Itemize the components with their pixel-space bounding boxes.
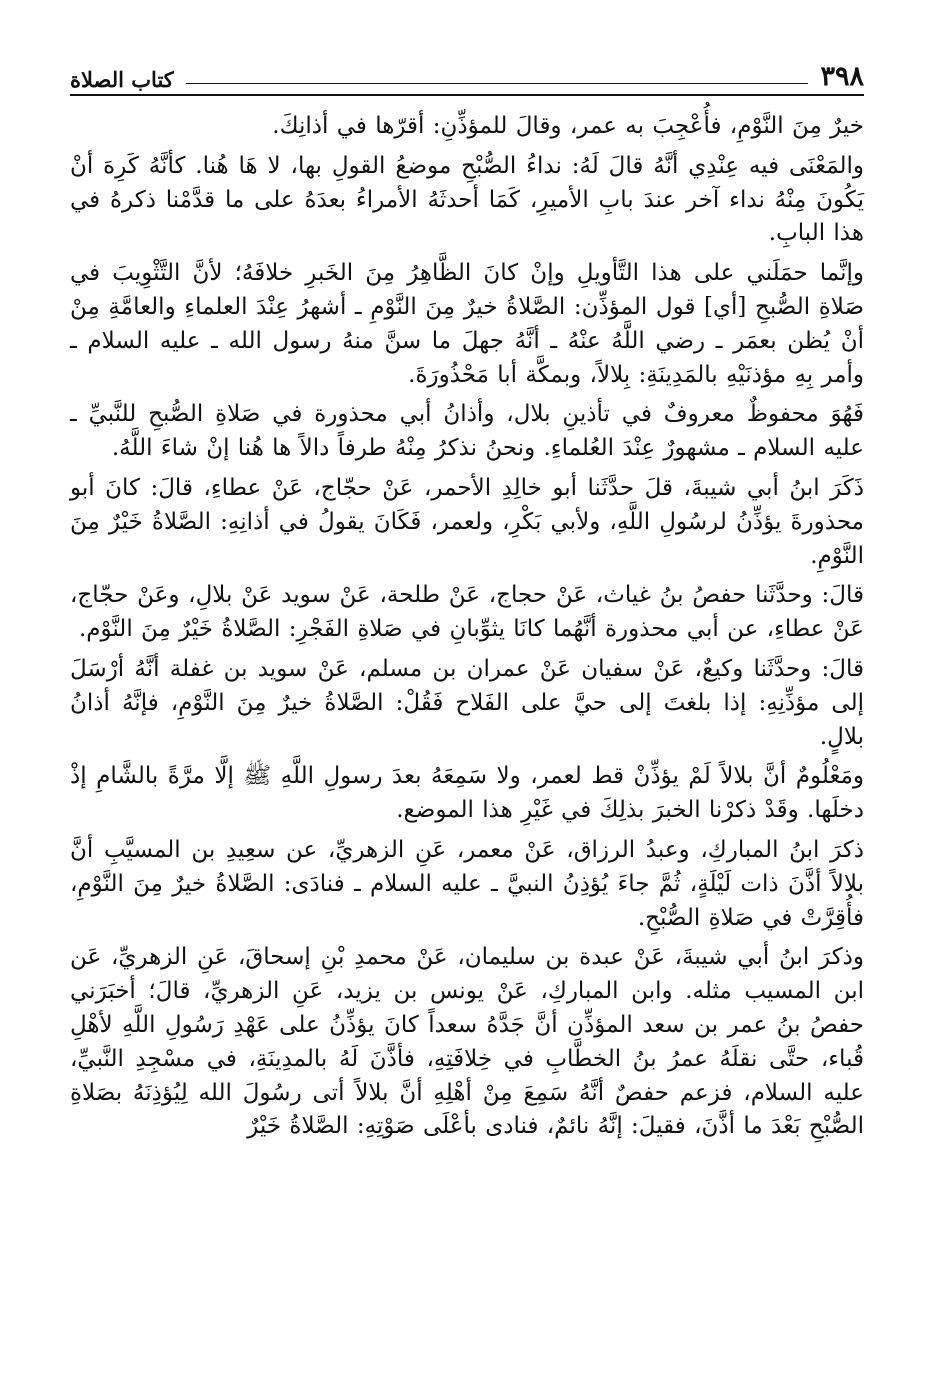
paragraph: ذَكَرَ ابنُ أبي شيبةَ، قلَ حدَّثَنا أبو خالِدِ الأحمر، عَنْ حجّاج، عَنْ عطاءِ، قالَ: كانَ أبو محذورةَ يؤذِّنُ لرسُولِ اللَّهِ، ولأبي بَكْرِ، ولعمر، فَكَانَ يقولُ في أذانِهِ: الصَّلاةُ خَيْرٌ مِنَ النَّوْمِ. bbox=[70, 474, 864, 569]
page-header bbox=[70, 40, 864, 96]
paragraph: وذكرَ ابنُ أبي شيبةَ، عَنْ عبدة بن سليمان، عَنْ محمدِ بْنِ إسحاقَ، عَنِ الزهريِّ، عَن ابن المسيب مثله. وابن المباركِ، عَنْ يونس بن يزيد، عَنِ الزهريِّ، قالَ؛ أخبَرَني حفصُ بنُ عمر بن سعد المؤذِّن أنَّ جَدَّهُ سعداً كانَ يؤذِّنُ على عَهْدِ رَسُولِ اللَّهِ لأهْلِ قُباء، حتَّى نقلَهُ عمرُ بنُ الخطَّابِ في خِلافَتِهِ، فأذَّنَ لَهُ بالمدِينَةِ، في مسْجِدِ النَّبيِّ، عليه السلام، فزعم حفصٌ أنَّهُ سَمِعَ مِنْ أهْلِهِ أنَّ بلالاً أتى رسُولَ الله لِيُؤذِنَهُ بصَلاةِ الصُّبْحِ بَعْدَ ما أذَّنَ، فقيلَ: إنَّهُ نائمٌ، فنادى بأعْلَى صَوْتِهِ: الصَّلاةُ خَيْرٌ bbox=[70, 944, 864, 1140]
page-body bbox=[70, 110, 864, 1144]
page-number: ٣٩٨ bbox=[820, 61, 864, 92]
paragraph: ذكرَ ابنُ المباركِ، وعبدُ الرزاق، عَنْ معمر، عَنِ الزهريِّ، عن سعِيدِ بن المسيَّبِ أنَّ بلالاً أذَّنَ ذات لَيْلَةٍ، ثُمَّ جاءَ يُؤذِنُ النبيَّ ـ عليه السلام ـ فنادَى: الصَّلاةُ خيرٌ مِنَ النَّوْمِ، فأُقِرَّتْ في صَلاةِ الصُّبْحِ. bbox=[70, 836, 864, 931]
paragraph: قالَ: وحدَّثَنا حفصُ بنُ غياث، عَنْ حجاج، عَنْ طلحة، عَنْ سويد عَنْ بلالِ، وعَنْ حجّاج، عَنْ عطاءِ، عن أبي محذورة أنَّهُما كانَا يثوِّبانِ في صَلاةِ الفَجْرِ: الصَّلاةُ خَيْرٌ مِنَ النَّوْم. bbox=[70, 582, 864, 643]
paragraph: فَهُوَ محفوظٌ معروفٌ في تأذينِ بلال، وأذانُ أبي محذورة في صَلاةِ الصُّبحِ للنَّبيِّ ـ عليه السلام ـ مشهورٌ عِنْدَ العُلماءِ. ونحنُ نذكرُ مِنْهُ طرفاً دالاً ها هُنا إنْ شاءَ اللَّهُ. bbox=[70, 401, 864, 462]
paragraph: والمَعْنَى فيه عِنْدِي أنَّهُ قالَ لَهُ: نداءُ الصُّبْحِ موضعُ القولِ بها، لا هَا هُنا. كأنَّهُ كَرِهَ أنْ يَكُونَ مِنْهُ نداء آخر عندَ بابِ الأميرِ، كَمَا أحدثَهُ الأمراءُ بعدَهُ على ما قدَّمْنا ذكرهُ في هذا البابِ. bbox=[70, 152, 864, 247]
paragraph: وإنَّما حمَلَني على هذا التَّأويلِ وإنْ كانَ الظَّاهِرُ مِنَ الخَبرِ خلافَهُ؛ لأنَّ التَّثْوِيبَ في صَلاةِ الصُّبحِ [أي] قول المؤذِّن: الصَّلاةُ خيرٌ مِنَ النَّوْمِ ـ أشهرُ عِنْدَ العلماءِ والعامَّةِ مِنْ أنْ يُظن بعمَر ـ رضي اللَّهُ عنْهُ ـ أنَّهُ جهلَ ما سنَّ منهُ رسول الله ـ عليه السلام ـ وأمر بِهِ مؤذنَيْهِ بالمَدِينَةِ: بِلالاً، وبمكَّة أبا مَحْذُورَةَ. bbox=[70, 260, 864, 388]
book-page bbox=[70, 40, 864, 1370]
book-title: كتاب الصلاة bbox=[70, 67, 174, 92]
paragraph: قالَ: وحدَّثَنا وكيعٌ، عَنْ سفيان عَنْ عمران بن مسلم، عَنْ سويد بن غفلة أنَّهُ أرْسَلَ إلى مؤذِّنِهِ: إذا بلغتَ إلى حيَّ على الفَلاح فَقُلْ: الصَّلاةُ خيرٌ مِنَ النَّوْمِ، فإنَّهُ أذانُ بلالٍ. bbox=[70, 655, 864, 750]
paragraph: ومَعْلُومٌ أنَّ بلالاً لَمْ يؤذِّنْ قط لعمر، ولا سَمِعَهُ بعدَ رسولِ اللَّهِ ﷺ إلَّا مرَّةً بالشَّامِ إذْ دخلَها. وقَدْ ذكرْنا الخبرَ بذلِكَ في غَيْرِ هذا الموضع. bbox=[70, 763, 864, 824]
header-rule bbox=[186, 83, 809, 84]
paragraph: خيرٌ مِنَ النَّوْمِ، فأُعْجِبَ به عمر، وقالَ للمؤذِّنِ: أقرّها في أذانِكَ. bbox=[272, 113, 864, 139]
